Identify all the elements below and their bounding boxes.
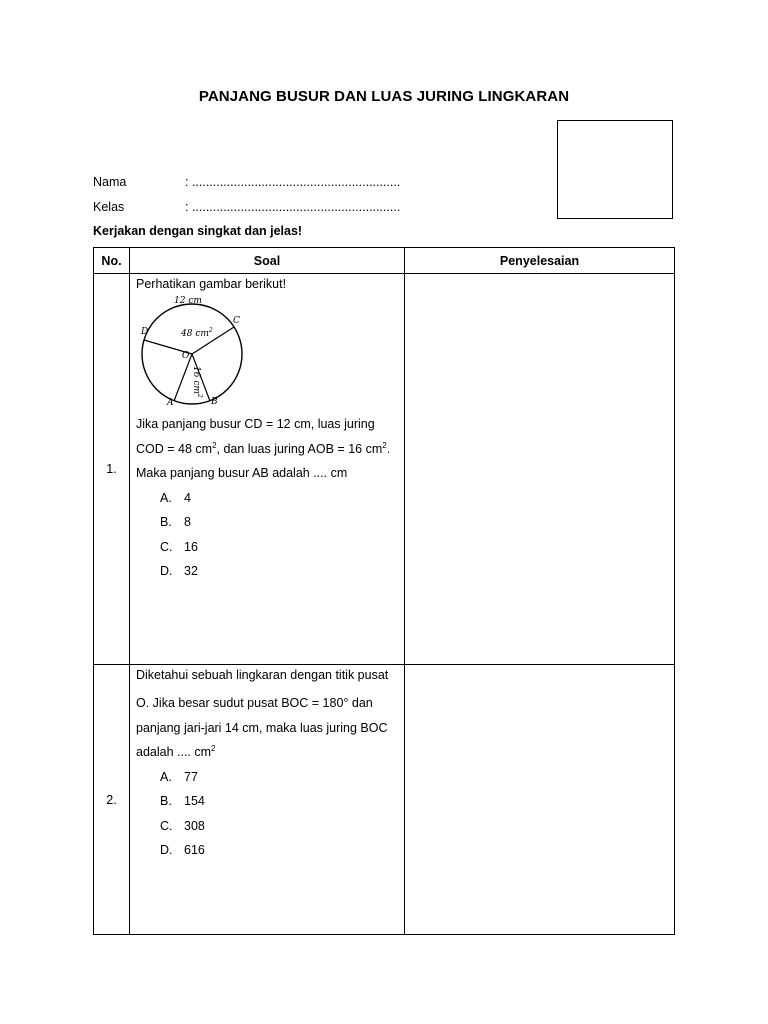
option-a: A. 77: [160, 769, 198, 784]
question-2-line-4: adalah .... $cm^2$: [136, 743, 216, 759]
photo-box: [557, 120, 673, 219]
question-table: [93, 247, 675, 935]
question-1-line-2: COD = 48 $cm^2$, dan luas juring AOB = 16 $cm^2$.: [136, 440, 391, 456]
instruction-text: Kerjakan dengan singkat dan jelas!: [93, 224, 303, 238]
option-d: D. 616: [160, 843, 205, 857]
field-label-kelas: Kelas: [93, 200, 125, 214]
table-row-question-1: [94, 274, 675, 665]
point-label-c: C: [233, 316, 240, 326]
point-label-b: B: [211, 397, 218, 406]
point-label-a: A: [167, 398, 174, 406]
circle-sector-figure: [136, 294, 248, 406]
field-value-nama: : ............................................................: [185, 175, 401, 189]
question-1-cell: [130, 274, 405, 665]
option-b: B. 154: [160, 794, 205, 808]
superscript-2: 2: [212, 440, 217, 450]
question-2-line-3: panjang jari-jari 14 cm, maka luas juring BOC: [136, 720, 388, 735]
question-number: 2.: [94, 665, 130, 935]
question-2-cell: [130, 665, 405, 935]
question-1-line-1: Jika panjang busur CD = 12 cm, luas juring: [136, 417, 375, 431]
worksheet-title: PANJANG BUSUR DAN LUAS JURING LINGKARAN: [198, 88, 570, 105]
field-label-nama: Nama: [93, 175, 127, 189]
question-1-line-3: Maka panjang busur AB adalah .... cm: [136, 466, 348, 480]
point-label-o: O: [182, 351, 190, 361]
question-2-line-1: Diketahui sebuah lingkaran dengan titik pusat: [136, 668, 389, 682]
option-d: D. 32: [160, 564, 198, 578]
sector-aob-label: 16 $cm^2$: [191, 366, 203, 398]
header-no: No.: [94, 248, 130, 274]
table-row-question-2: [94, 665, 675, 935]
option-c: C. 16: [160, 539, 198, 554]
sector-cod-label: 48 $cm^2$: [181, 327, 213, 339]
answer-cell-2[interactable]: [405, 665, 675, 935]
header-soal: Soal: [130, 248, 405, 274]
question-number: 1.: [94, 274, 130, 665]
option-b: B. 8: [160, 515, 191, 529]
question-1-intro: Perhatikan gambar berikut!: [136, 277, 287, 291]
option-c: C. 308: [160, 818, 205, 833]
question-2-line-2: O. Jika besar sudut pusat BOC = 180° dan: [136, 696, 373, 710]
superscript-2: 2: [211, 743, 216, 753]
answer-cell-1[interactable]: [405, 274, 675, 665]
point-label-d: D: [141, 327, 149, 337]
field-value-kelas: : ............................................................: [185, 200, 401, 214]
table-header-row: [94, 248, 675, 274]
header-penyelesaian: Penyelesaian: [405, 248, 675, 274]
superscript-2: 2: [382, 440, 387, 450]
arc-label: 12 cm: [174, 296, 202, 306]
option-a: A. 4: [160, 490, 191, 505]
